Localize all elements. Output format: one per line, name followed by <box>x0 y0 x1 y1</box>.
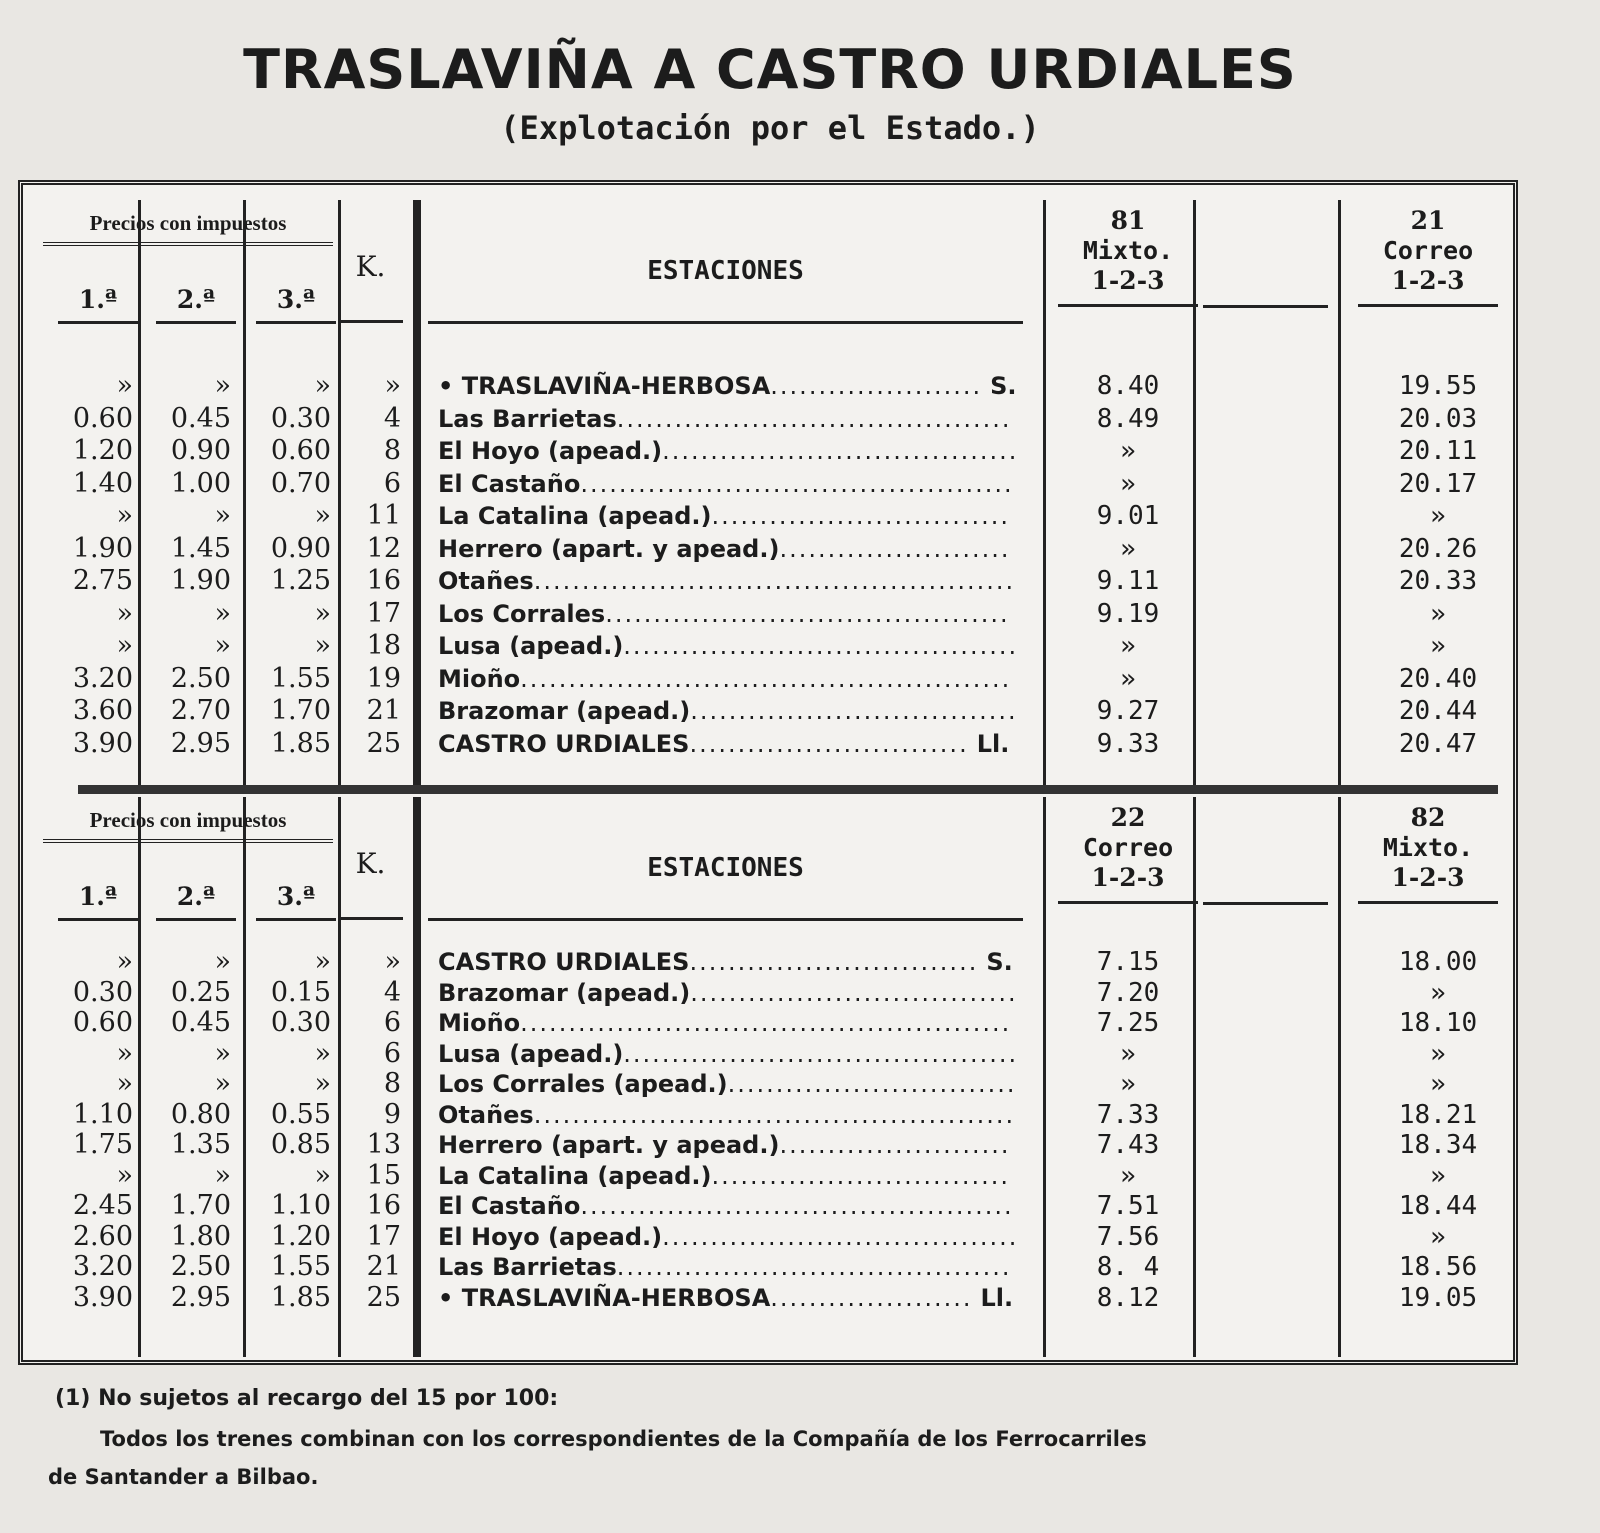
station-name: Lusa (apead.) <box>438 632 624 660</box>
km-value: 16 <box>366 1190 401 1221</box>
price-class-1: 1.10 <box>72 1098 133 1130</box>
train-time: 20.11 <box>1398 436 1478 466</box>
price-class-1: 1.20 <box>72 435 133 466</box>
station-cell <box>438 630 1028 662</box>
price-class-2: » <box>214 500 231 531</box>
train-time: 20.33 <box>1398 566 1478 596</box>
train-time: 7.20 <box>1096 977 1160 1008</box>
km-value: 17 <box>366 597 401 629</box>
station-name: Brazomar (apead.) <box>438 978 691 1007</box>
price-class-1: 3.90 <box>72 1281 133 1313</box>
km-value: 21 <box>366 1251 401 1282</box>
price-class-2: » <box>214 630 231 661</box>
station-name: La Catalina (apead.) <box>438 1161 712 1190</box>
station-cell <box>438 1069 1028 1099</box>
train-time: 9.33 <box>1096 728 1160 759</box>
station-cell <box>438 695 1028 727</box>
price-class-3: 1.85 <box>270 727 331 759</box>
price-class-3: 1.85 <box>270 1281 331 1313</box>
train-time: » <box>1430 1221 1446 1252</box>
station-name: El Castaño <box>438 1192 581 1220</box>
train-time: 20.17 <box>1398 468 1478 499</box>
empty-column-rule <box>1203 305 1328 308</box>
train-time: 9.27 <box>1096 696 1160 726</box>
leader-dots: ............................... <box>711 502 1010 530</box>
price-class-1: » <box>116 630 133 661</box>
price-class-1: 3.90 <box>72 727 133 759</box>
price-class-2: » <box>214 946 231 977</box>
price-class-2: 0.80 <box>170 1098 231 1130</box>
table-row <box>33 533 1508 566</box>
prices-header: Precios con impuestos <box>43 807 333 843</box>
train-time: 20.03 <box>1398 403 1478 434</box>
price-class-3: » <box>314 1068 331 1099</box>
table-row <box>33 1252 1508 1283</box>
station-name: Herrero (apart. y apead.) <box>438 534 780 563</box>
price-class-1: 1.40 <box>72 467 133 499</box>
train-time: » <box>1120 631 1136 661</box>
price-class-1: » <box>116 370 133 401</box>
price-class-1: » <box>116 1068 133 1099</box>
train-time: » <box>1120 468 1136 499</box>
station-cell <box>438 1130 1028 1160</box>
station-name: Las Barrietas <box>438 1253 617 1281</box>
train-classes: 1-2-3 <box>1091 266 1165 295</box>
train-classes: 1-2-3 <box>1091 863 1165 892</box>
price-class-3: 1.10 <box>270 1190 331 1221</box>
table-row <box>33 468 1508 501</box>
station-name: CASTRO URDIALES <box>438 948 690 976</box>
km-header: K. <box>338 847 403 920</box>
leader-dots: .............................. <box>727 1070 1017 1098</box>
km-value: 9 <box>383 1098 401 1130</box>
station-cell <box>438 1008 1028 1038</box>
train-number: 81 <box>1110 206 1146 235</box>
price-class-2: » <box>214 1159 231 1191</box>
station-name: Los Corrales (apead.) <box>438 1070 728 1098</box>
train-time: » <box>1120 1038 1136 1069</box>
km-value: 4 <box>383 402 401 434</box>
station-name: Los Corrales <box>438 599 606 628</box>
price-class-2: 0.45 <box>170 1007 231 1038</box>
station-name: Lusa (apead.) <box>438 1039 624 1068</box>
train-time: 8.12 <box>1096 1282 1160 1313</box>
price-class-3: 0.30 <box>270 402 331 434</box>
km-value: 21 <box>366 695 401 726</box>
station-cell <box>438 565 1028 597</box>
train-time: » <box>1430 501 1446 531</box>
price-class-2: 1.70 <box>170 1190 231 1221</box>
km-value: 6 <box>383 467 401 499</box>
table-row <box>33 947 1508 978</box>
price-class-1: 1.90 <box>72 532 133 564</box>
train-time: 9.19 <box>1096 598 1160 629</box>
footnote-3: de Santander a Bilbao. <box>48 1465 319 1489</box>
station-cell <box>438 978 1028 1008</box>
train-classes: 1-2-3 <box>1391 863 1465 892</box>
leader-dots: ........................ <box>779 1131 1011 1159</box>
station-name: Otañes <box>438 567 534 595</box>
price-class-3: 0.90 <box>270 532 331 564</box>
leader-dots: ............................... <box>711 1161 1010 1190</box>
price-class-3: 1.55 <box>270 1251 331 1282</box>
price-class-2: 0.45 <box>170 402 231 434</box>
table-row <box>33 630 1508 663</box>
price-class-2: 2.70 <box>170 695 231 726</box>
leader-dots: ......................................... <box>616 404 1012 433</box>
train-time: 9.11 <box>1096 566 1160 596</box>
price-class-2: 1.35 <box>170 1129 231 1160</box>
station-name: • TRASLAVIÑA-HERBOSA <box>438 372 771 400</box>
station-cell <box>438 435 1028 467</box>
km-value: 4 <box>383 976 401 1008</box>
class-header-3: 3.ª <box>256 882 336 921</box>
table-row <box>33 1222 1508 1253</box>
price-class-1: 3.20 <box>72 662 133 694</box>
table-row <box>33 370 1508 403</box>
price-class-2: » <box>214 597 231 629</box>
train-time: 9.01 <box>1096 501 1160 531</box>
price-class-1: 3.60 <box>72 695 133 726</box>
stations-header: ESTACIONES <box>428 255 1023 324</box>
station-cell <box>438 370 1028 402</box>
train-time: 18.10 <box>1398 1008 1478 1038</box>
class-header-2: 2.ª <box>156 285 236 324</box>
station-cell <box>438 1191 1028 1221</box>
leader-dots: ............................................. <box>580 1192 1014 1220</box>
train-time: 7.56 <box>1096 1221 1160 1252</box>
price-class-1: » <box>116 1037 133 1069</box>
page-subtitle: (Explotación por el Estado.) <box>500 109 1040 147</box>
class-header-2: 2.ª <box>156 882 236 921</box>
train-header-22 <box>1058 803 1198 904</box>
price-class-3: » <box>314 500 331 531</box>
km-value: 25 <box>366 727 401 759</box>
train-header-21 <box>1358 206 1498 307</box>
km-value: 13 <box>366 1129 401 1160</box>
price-class-3: 1.55 <box>270 662 331 694</box>
leader-dots: ...................... <box>770 372 983 400</box>
km-header: K. <box>338 250 403 323</box>
train-number: 82 <box>1410 803 1446 832</box>
train-time: 19.05 <box>1398 1282 1478 1313</box>
train-time: 8.49 <box>1096 403 1160 434</box>
price-class-2: » <box>214 1068 231 1099</box>
leader-dots: ........................ <box>779 534 1011 563</box>
price-class-1: 3.20 <box>72 1251 133 1282</box>
station-cell <box>438 1252 1028 1282</box>
price-class-1: 1.75 <box>72 1129 133 1160</box>
km-value: 25 <box>366 1281 401 1313</box>
table-row <box>33 1130 1508 1161</box>
page-title: TRASLAVIÑA A CASTRO URDIALES <box>243 38 1297 101</box>
price-class-1: » <box>116 500 133 531</box>
km-value: 18 <box>366 630 401 661</box>
leader-dots: .................................. <box>690 978 1018 1007</box>
km-value: 15 <box>366 1159 401 1191</box>
table-row <box>33 1100 1508 1131</box>
km-value: 17 <box>366 1220 401 1252</box>
table-row <box>33 435 1508 468</box>
table-row <box>33 1039 1508 1070</box>
leader-dots: ................................................... <box>520 664 1012 693</box>
table-row <box>33 1191 1508 1222</box>
train-type: Mixto. <box>1382 833 1474 862</box>
km-value: 6 <box>383 1007 401 1038</box>
price-class-2: 2.95 <box>170 1281 231 1313</box>
price-class-3: 0.30 <box>270 1007 331 1038</box>
timetable-box <box>18 180 1518 1365</box>
train-time: 8.40 <box>1096 371 1160 401</box>
train-time: » <box>1430 631 1446 661</box>
table-row <box>33 1161 1508 1192</box>
leader-dots: .................................................. <box>533 567 1016 595</box>
km-value: 11 <box>366 500 401 531</box>
leader-dots: ..................... <box>770 1283 973 1312</box>
price-class-2: 1.80 <box>170 1220 231 1252</box>
train-time: » <box>1430 1038 1446 1069</box>
table-row <box>33 403 1508 436</box>
station-name: Las Barrietas <box>438 404 617 433</box>
train-time: 7.25 <box>1096 1008 1160 1038</box>
station-cell <box>438 1283 1028 1313</box>
train-time: 20.40 <box>1398 663 1478 694</box>
footnote-2: Todos los trenes combinan con los correspondientes de la Compañía de los Ferrocarriles <box>100 1427 1147 1451</box>
station-name: Mioño <box>438 664 521 693</box>
price-class-1: 0.60 <box>72 1007 133 1038</box>
price-class-2: 2.50 <box>170 662 231 694</box>
class-header-1: 1.ª <box>58 285 138 324</box>
table-row <box>33 598 1508 631</box>
price-class-1: » <box>116 1159 133 1191</box>
km-value: » <box>384 370 401 401</box>
train-time: 18.44 <box>1398 1191 1478 1221</box>
station-cell <box>438 947 1028 977</box>
station-name: • TRASLAVIÑA-HERBOSA <box>438 1283 771 1312</box>
train-time: » <box>1430 1160 1446 1191</box>
class-header-1: 1.ª <box>58 882 138 921</box>
leader-dots: ......................................... <box>623 632 1019 660</box>
leader-dots: ......................................... <box>616 1253 1012 1281</box>
train-time: 7.51 <box>1096 1191 1160 1221</box>
station-name: Brazomar (apead.) <box>438 697 691 725</box>
stations-header: ESTACIONES <box>428 852 1023 921</box>
train-time: » <box>1120 1069 1136 1099</box>
price-class-3: 1.20 <box>270 1220 331 1252</box>
timetable-outbound <box>33 200 1508 785</box>
train-time: » <box>1120 1160 1136 1191</box>
price-class-3: 1.70 <box>270 695 331 726</box>
train-time: 18.00 <box>1398 947 1478 977</box>
leader-dots: ......................................... <box>623 1039 1019 1068</box>
table-row <box>33 663 1508 696</box>
leader-dots: .................................. <box>690 697 1018 725</box>
station-cell <box>438 728 1028 760</box>
price-class-3: » <box>314 1037 331 1069</box>
footnote-1: (1) No sujetos al recargo del 15 por 100: <box>55 1386 559 1411</box>
train-time: » <box>1430 977 1446 1008</box>
timetable-rows <box>33 370 1508 760</box>
empty-column-rule <box>1203 902 1328 905</box>
train-time: 18.56 <box>1398 1252 1478 1282</box>
price-class-3: » <box>314 1159 331 1191</box>
train-time: » <box>1430 1069 1446 1099</box>
train-time: » <box>1120 533 1136 564</box>
price-class-1: 2.45 <box>72 1190 133 1221</box>
table-row <box>33 728 1508 761</box>
price-class-2: 1.00 <box>170 467 231 499</box>
train-time: 18.34 <box>1398 1130 1478 1160</box>
km-value: 16 <box>366 565 401 596</box>
price-class-2: » <box>214 370 231 401</box>
leader-dots: .............................. <box>689 948 979 976</box>
price-class-1: 0.30 <box>72 976 133 1008</box>
km-value: 6 <box>383 1037 401 1069</box>
train-time: 20.47 <box>1398 728 1478 759</box>
price-class-3: » <box>314 630 331 661</box>
price-class-3: » <box>314 370 331 401</box>
station-name: Otañes <box>438 1100 534 1129</box>
station-cell <box>438 468 1028 500</box>
price-class-3: » <box>314 946 331 977</box>
train-time: » <box>1120 663 1136 694</box>
prices-header: Precios con impuestos <box>43 210 333 246</box>
table-row <box>33 1008 1508 1039</box>
timetable-return <box>33 797 1508 1357</box>
price-class-3: 1.25 <box>270 565 331 596</box>
station-mark: S. <box>986 948 1013 976</box>
train-time: » <box>1120 436 1136 466</box>
price-class-1: 2.75 <box>72 565 133 596</box>
station-cell <box>438 403 1028 435</box>
km-value: 12 <box>366 532 401 564</box>
train-time: » <box>1430 598 1446 629</box>
km-value: » <box>384 946 401 977</box>
train-number: 22 <box>1110 803 1146 832</box>
price-class-2: » <box>214 1037 231 1069</box>
station-cell <box>438 500 1028 532</box>
price-class-3: 0.15 <box>270 976 331 1008</box>
station-name: El Castaño <box>438 469 581 498</box>
leader-dots: ............................................. <box>580 469 1014 498</box>
km-value: 8 <box>383 1068 401 1099</box>
station-cell <box>438 663 1028 695</box>
station-name: Herrero (apart. y apead.) <box>438 1131 780 1159</box>
leader-dots: .................................................. <box>533 1100 1016 1129</box>
price-class-3: 0.55 <box>270 1098 331 1130</box>
price-class-2: 1.45 <box>170 532 231 564</box>
leader-dots: ............................. <box>689 729 969 758</box>
price-class-2: 0.25 <box>170 976 231 1008</box>
train-number: 21 <box>1410 206 1446 235</box>
station-name: La Catalina (apead.) <box>438 502 712 530</box>
station-mark: S. <box>990 372 1017 400</box>
km-value: 19 <box>366 662 401 694</box>
train-time: 19.55 <box>1398 371 1478 401</box>
section-divider <box>78 785 1498 794</box>
table-row <box>33 978 1508 1009</box>
station-mark: Ll. <box>976 729 1010 758</box>
price-class-3: 0.60 <box>270 435 331 466</box>
station-cell <box>438 1100 1028 1130</box>
price-class-1: 2.60 <box>72 1220 133 1252</box>
train-time: 18.21 <box>1398 1099 1478 1130</box>
train-time: 7.43 <box>1096 1130 1160 1160</box>
station-name: CASTRO URDIALES <box>438 729 690 758</box>
price-class-3: » <box>314 597 331 629</box>
price-class-2: 1.90 <box>170 565 231 596</box>
station-cell <box>438 1039 1028 1069</box>
price-class-2: 2.95 <box>170 727 231 759</box>
station-name: El Hoyo (apead.) <box>438 437 663 465</box>
table-row <box>33 565 1508 598</box>
train-header-81 <box>1058 206 1198 307</box>
station-name: Mioño <box>438 1009 521 1037</box>
km-value: 8 <box>383 435 401 466</box>
station-cell <box>438 533 1028 565</box>
price-class-3: 0.85 <box>270 1129 331 1160</box>
train-classes: 1-2-3 <box>1391 266 1465 295</box>
train-type: Correo <box>1082 833 1174 862</box>
price-class-2: 0.90 <box>170 435 231 466</box>
leader-dots: ..................................... <box>662 1222 1019 1251</box>
train-time: 7.15 <box>1096 947 1160 977</box>
price-class-1: » <box>116 597 133 629</box>
class-header-3: 3.ª <box>256 285 336 324</box>
train-header-82 <box>1358 803 1498 904</box>
price-class-2: 2.50 <box>170 1251 231 1282</box>
train-time: 7.33 <box>1096 1099 1160 1130</box>
price-class-3: 0.70 <box>270 467 331 499</box>
table-row <box>33 1283 1508 1314</box>
price-class-1: » <box>116 946 133 977</box>
leader-dots: ................................................... <box>520 1009 1012 1037</box>
station-cell <box>438 1161 1028 1191</box>
train-time: 8. 4 <box>1096 1252 1160 1282</box>
table-row <box>33 1069 1508 1100</box>
station-cell <box>438 1222 1028 1252</box>
train-type: Mixto. <box>1082 236 1174 265</box>
station-cell <box>438 598 1028 630</box>
leader-dots: ..................................... <box>662 437 1019 465</box>
station-name: El Hoyo (apead.) <box>438 1222 663 1251</box>
train-type: Correo <box>1382 236 1474 265</box>
train-time: 20.44 <box>1398 696 1478 726</box>
price-class-1: 0.60 <box>72 402 133 434</box>
table-row <box>33 695 1508 728</box>
table-row <box>33 500 1508 533</box>
timetable-rows <box>33 947 1508 1313</box>
leader-dots: .......................................... <box>605 599 1010 628</box>
train-time: 20.26 <box>1398 533 1478 564</box>
station-mark: Ll. <box>980 1283 1014 1312</box>
